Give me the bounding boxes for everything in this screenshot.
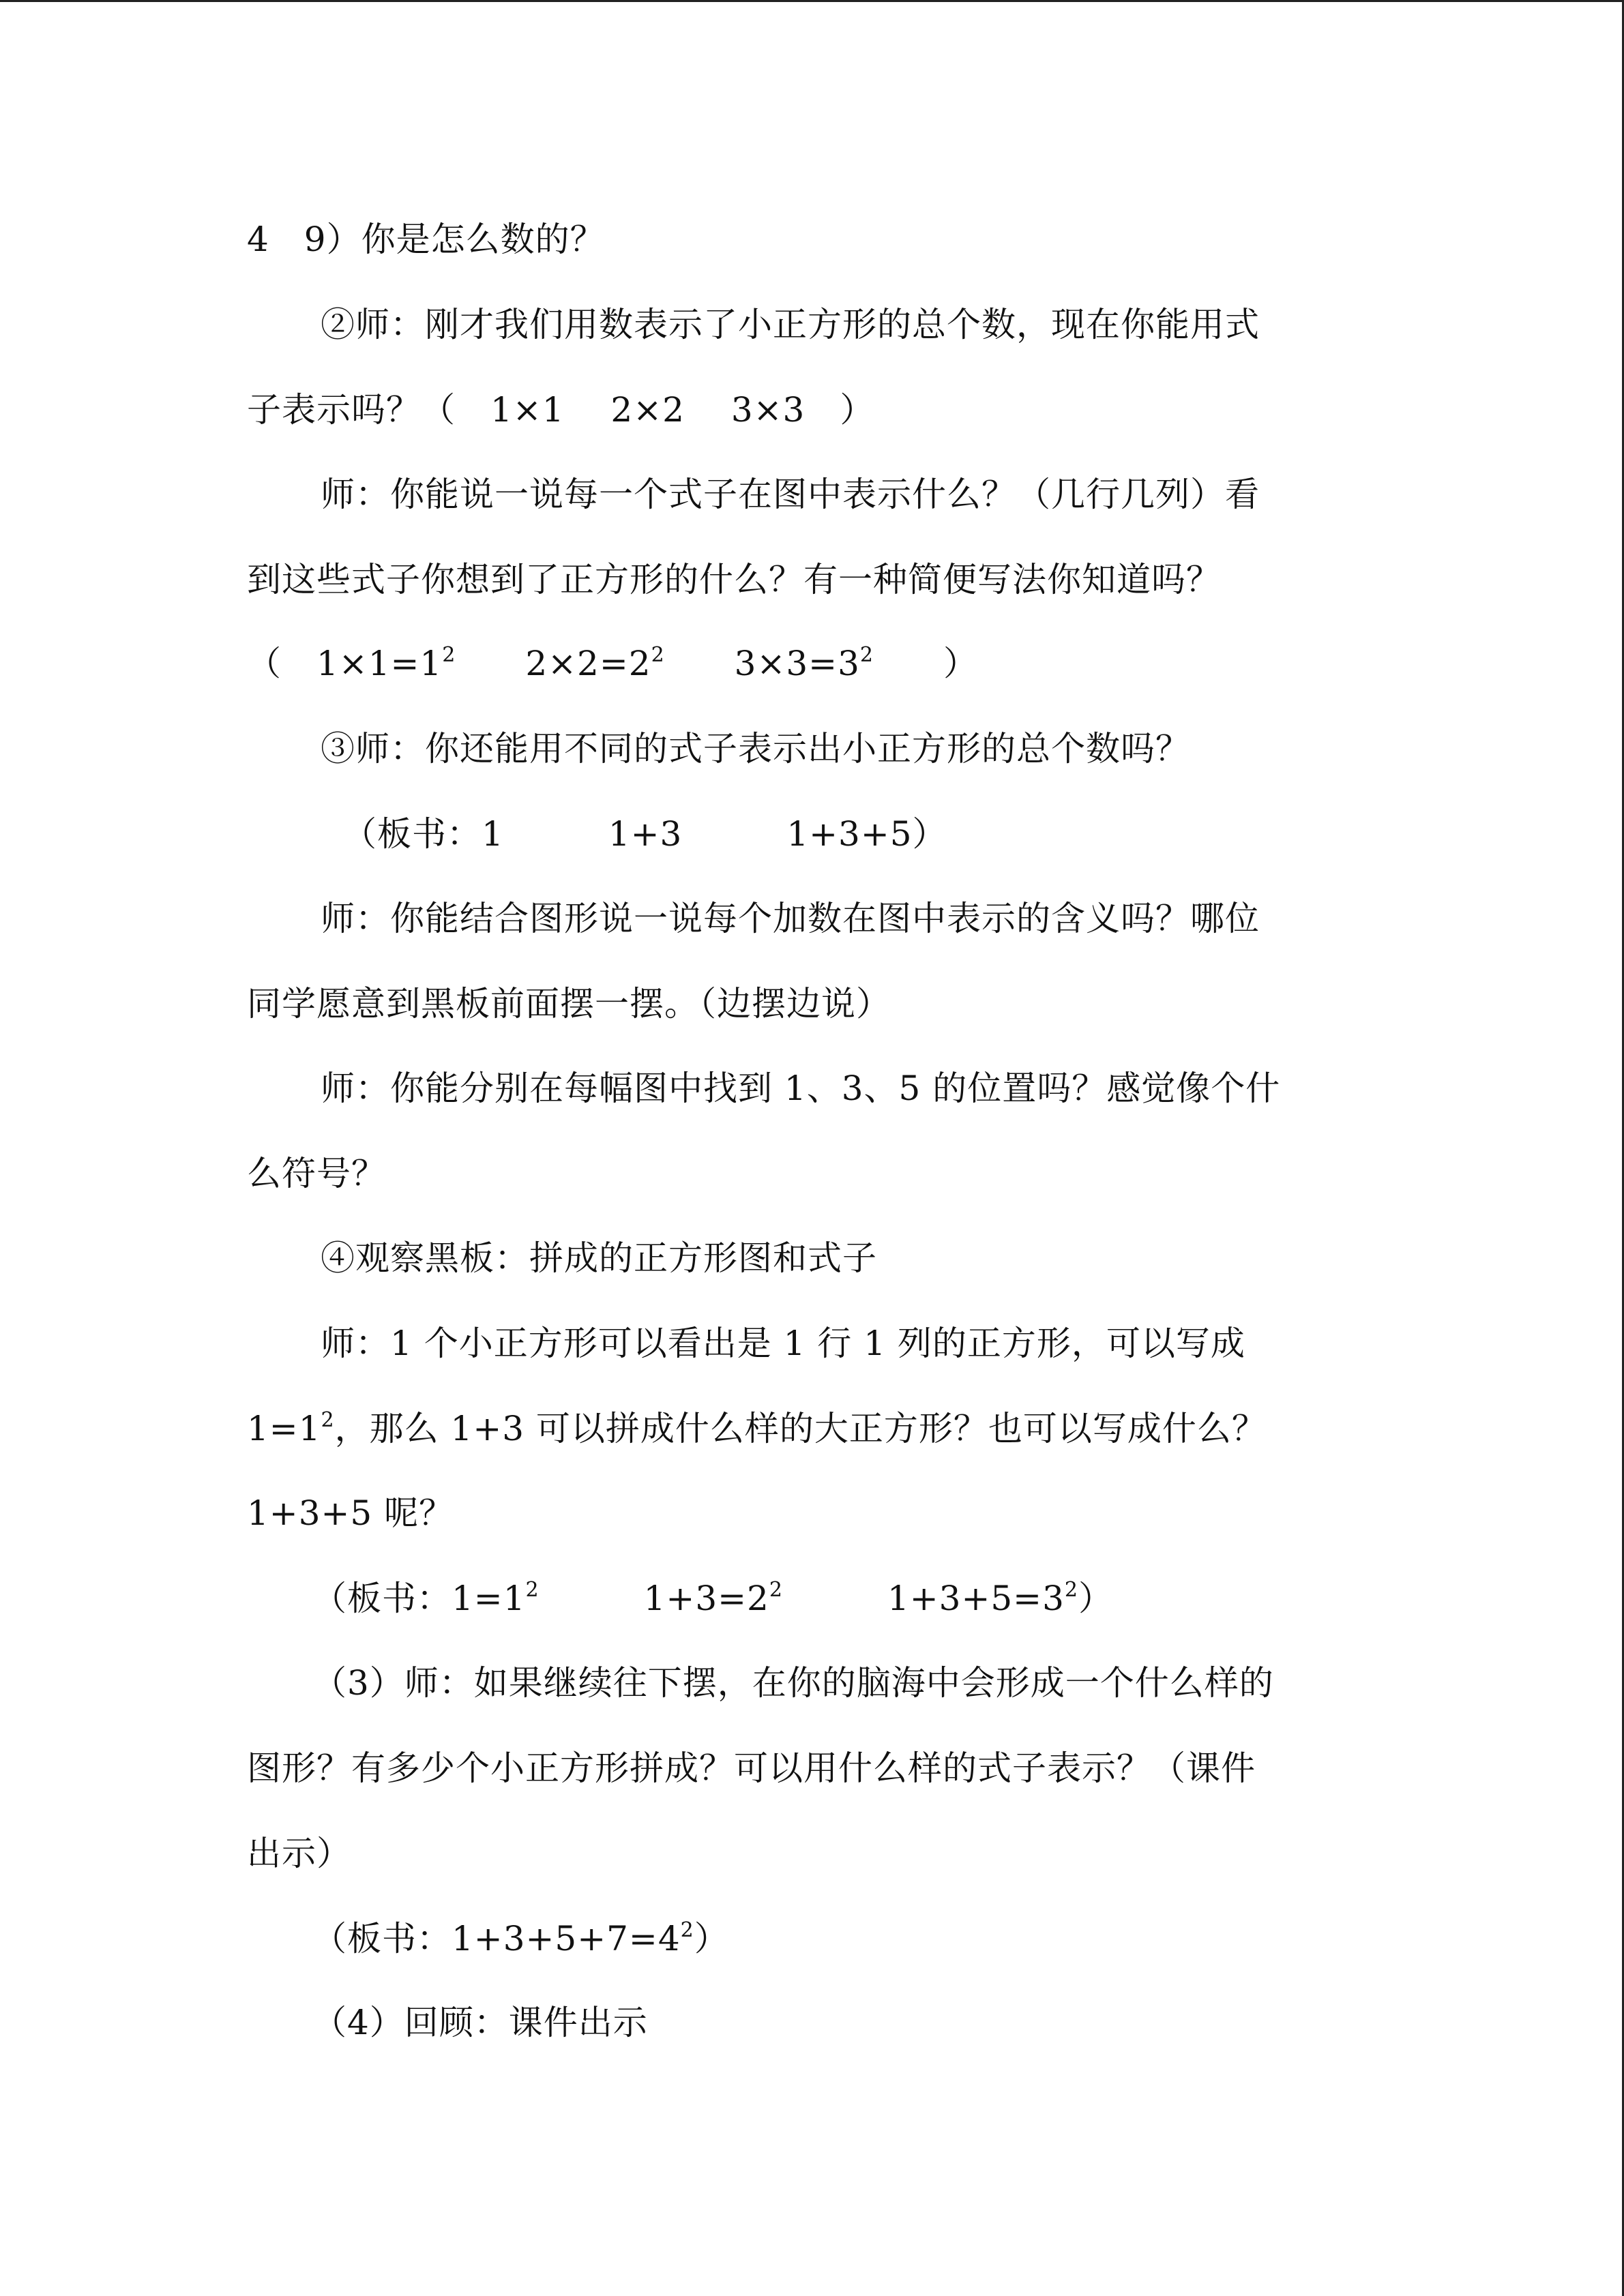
text-line-3: 子表示吗？（ 1×1 2×2 3×3 ） [247, 390, 875, 430]
exponent: 2 [321, 1408, 335, 1432]
formula-segment: 1=1 [247, 1409, 321, 1448]
exponent: 2 [1064, 1578, 1078, 1602]
formula-segment: 2×2=2 [456, 644, 651, 683]
formula-segment: ） [1078, 1579, 1113, 1618]
text-line-8: （板书：1 1+3 1+3+5） [342, 814, 947, 854]
formula-segment: ，那么 1+3 可以拼成什么样的大正方形？也可以写成什么？ [334, 1409, 1267, 1448]
exponent: 2 [859, 643, 874, 667]
text-line-20: 出示） [247, 1834, 351, 1873]
text-line-9: 师：你能结合图形说一说每个加数在图中表示的含义吗？哪位 [321, 899, 1260, 938]
page-top-border [0, 0, 1624, 2]
text-line-10: 同学愿意到黑板前面摆一摆。（边摆边说） [247, 984, 891, 1024]
text-line-16: 1+3+5 呢？ [247, 1493, 454, 1533]
text-line-2: ②师：刚才我们用数表示了小正方形的总个数，现在你能用式 [321, 305, 1260, 344]
formula-segment: （板书：1=1 [312, 1579, 526, 1618]
exponent: 2 [680, 1918, 694, 1942]
text-line-17 [312, 1576, 1113, 1621]
exponent: 2 [442, 643, 456, 667]
text-line-6 [247, 641, 978, 686]
text-line-12: 么符号？ [247, 1154, 386, 1193]
text-line-7: ③师：你还能用不同的式子表示出小正方形的总个数吗？ [321, 729, 1190, 769]
text-line-14: 师：1 个小正方形可以看出是 1 行 1 列的正方形，可以写成 [321, 1324, 1245, 1363]
text-line-11: 师：你能分别在每幅图中找到 1、3、5 的位置吗？感觉像个什 [321, 1069, 1281, 1108]
text-line-4: 师：你能说一说每一个式子在图中表示什么？（几行几列）看 [321, 475, 1260, 514]
formula-segment: 3×3=3 [664, 644, 860, 683]
formula-segment: ） [873, 644, 978, 683]
formula-segment: 1+3=2 [539, 1579, 769, 1618]
text-line-1: 4 9）你是怎么数的？ [247, 220, 605, 259]
text-line-13: ④观察黑板：拼成的正方形图和式子 [321, 1238, 877, 1278]
exponent: 2 [525, 1578, 540, 1602]
text-line-21 [312, 1916, 729, 1961]
text-line-15 [247, 1406, 1267, 1451]
formula-segment: （板书：1+3+5+7=4 [312, 1919, 681, 1958]
text-line-18: （3）师：如果继续往下摆，在你的脑海中会形成一个什么样的 [312, 1663, 1274, 1703]
formula-segment: ） [694, 1919, 729, 1958]
exponent: 2 [651, 643, 665, 667]
formula-segment: 1+3+5=3 [782, 1579, 1065, 1618]
formula-segment: （ 1×1=1 [247, 644, 443, 683]
text-line-5: 到这些式子你想到了正方形的什么？有一种简便写法你知道吗？ [247, 560, 1221, 599]
text-line-22: （4）回顾：课件出示 [312, 2003, 648, 2042]
exponent: 2 [769, 1578, 783, 1602]
text-line-19: 图形？有多少个小正方形拼成？可以用什么样的式子表示？（课件 [247, 1748, 1256, 1788]
